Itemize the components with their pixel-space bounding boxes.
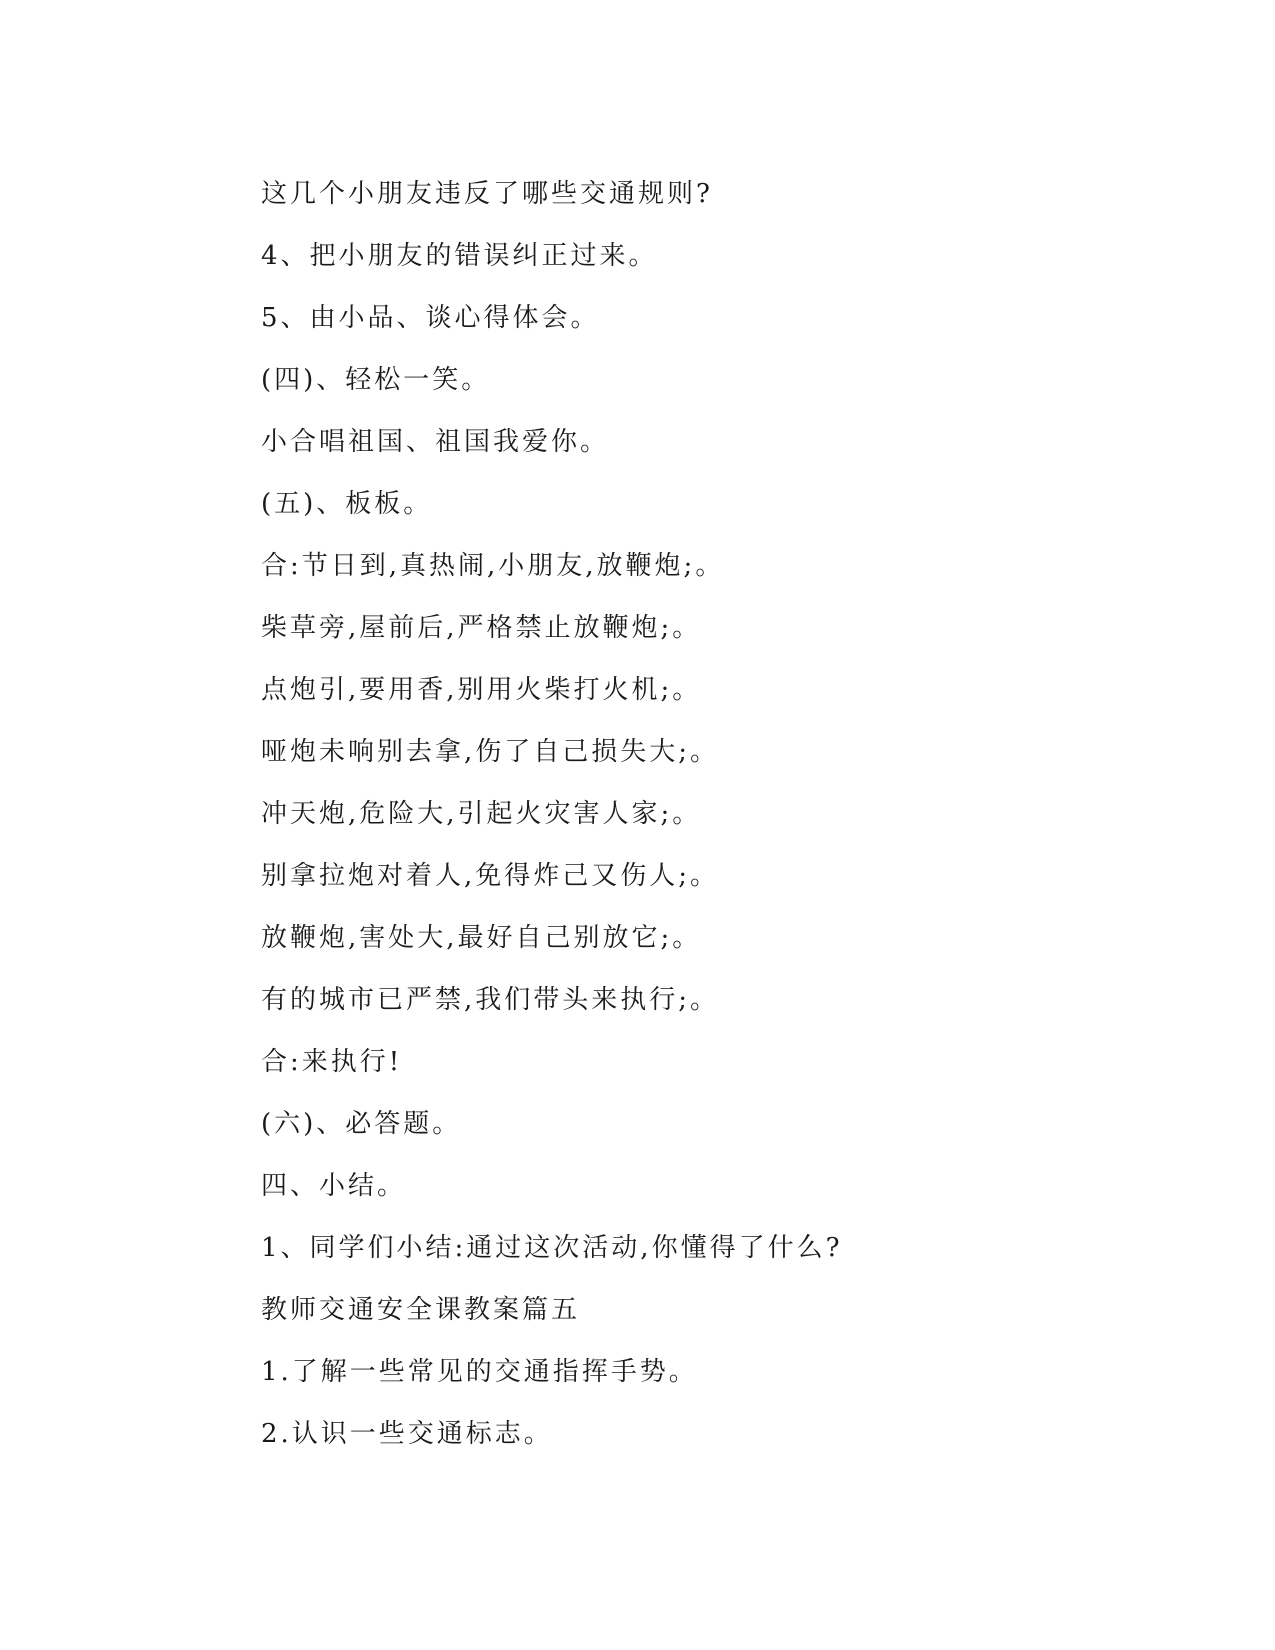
section-heading: 四、小结。 [261,1171,407,1201]
verse-line: 柴草旁,屋前后,严格禁止放鞭炮;。 [261,613,702,643]
verse-line: 放鞭炮,害处大,最好自己别放它;。 [261,923,702,953]
text-line: 1、同学们小结:通过这次活动,你懂得了什么? [261,1233,843,1263]
verse-line: 别拿拉炮对着人,免得炸己又伤人;。 [261,861,720,891]
text-line: 2.认识一些交通标志。 [261,1419,553,1449]
section-heading: (四)、轻松一笑。 [261,365,491,395]
verse-line: 点炮引,要用香,别用火柴打火机;。 [261,675,702,705]
text-line: 4、把小朋友的错误纠正过来。 [261,241,658,271]
verse-line: 哑炮未响别去拿,伤了自己损失大;。 [261,737,720,767]
verse-line: 合:来执行! [261,1047,403,1077]
text-line: 5、由小品、谈心得体会。 [261,303,600,333]
section-heading: (五)、板板。 [261,489,433,519]
text-line: 小合唱祖国、祖国我爱你。 [261,427,610,457]
verse-line: 冲天炮,危险大,引起火灾害人家;。 [261,799,702,829]
verse-line: 合:节日到,真热闹,小朋友,放鞭炮;。 [261,551,725,581]
document-body [261,163,1081,1465]
section-heading: (六)、必答题。 [261,1109,462,1139]
verse-line: 有的城市已严禁,我们带头来执行;。 [261,985,720,1015]
text-line: 1.了解一些常见的交通指挥手势。 [261,1357,698,1387]
chapter-title: 教师交通安全课教案篇五 [261,1295,581,1325]
text-line: 这几个小朋友违反了哪些交通规则? [261,179,713,209]
